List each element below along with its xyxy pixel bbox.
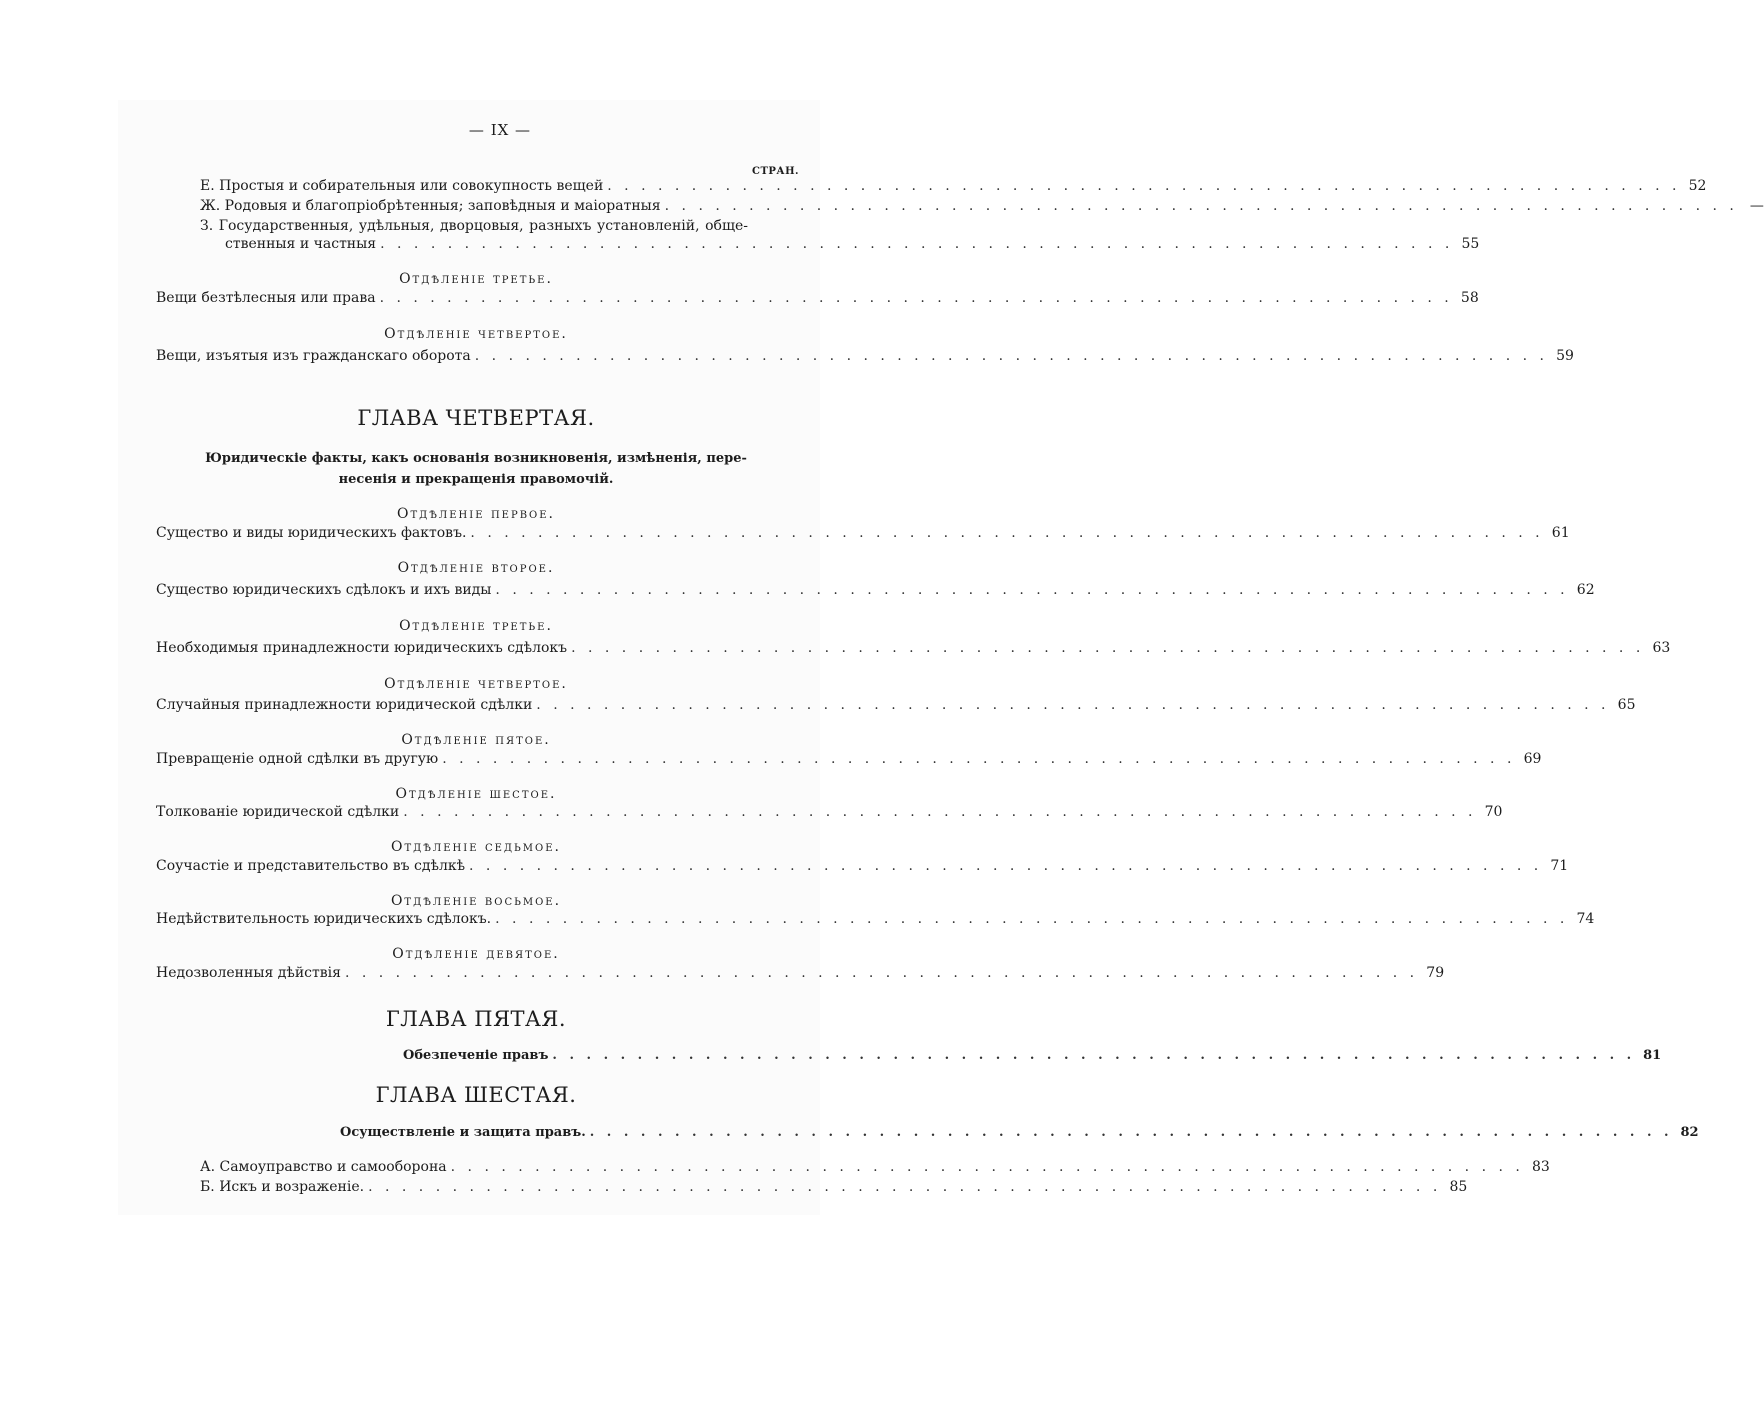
toc-entry-label: ственныя и частныя [225, 236, 377, 252]
toc-entry [200, 1177, 1468, 1197]
toc-entry [403, 1046, 1662, 1066]
section-heading: Отдѣленіе четвертое. [384, 676, 568, 692]
toc-entry-page: 85 [1449, 1179, 1468, 1195]
dot-leader: . . . . . . . . . . . . . . . . . . . . . . . . . . . . . . . . . . . . . . . . . . . . . . . . . . . . . . . . . . . . . . . . [474, 348, 1548, 364]
section-heading: Отдѣленіе четвертое. [384, 326, 568, 342]
toc-entry-label: Ж. Родовыя и благопріобрѣтенныя; заповѣдныя и маіоратныя [200, 198, 661, 214]
section-heading: Отдѣленіе пятое. [401, 732, 551, 748]
toc-entry-label: Существо юридическихъ сдѣлокъ и ихъ виды [156, 582, 492, 598]
toc-entry-page: 79 [1426, 965, 1445, 981]
dot-leader: . . . . . . . . . . . . . . . . . . . . . . . . . . . . . . . . . . . . . . . . . . . . . . . . . . . . . . . . . . . . . . . . [607, 178, 1681, 194]
chapter-title: ГЛАВА ШЕСТАЯ. [375, 1083, 577, 1107]
toc-entry-label: Толкованіе юридической сдѣлки [156, 804, 400, 820]
toc-entry-label: Соучастіе и представительство въ сдѣлкѣ [156, 858, 466, 874]
dot-leader: . . . . . . . . . . . . . . . . . . . . . . . . . . . . . . . . . . . . . . . . . . . . . . . . . . . . . . . . . . . . . . . . [380, 236, 1454, 252]
dot-leader: . . . . . . . . . . . . . . . . . . . . . . . . . . . . . . . . . . . . . . . . . . . . . . . . . . . . . . . . . . . . . . . . [403, 804, 1477, 820]
toc-entry [340, 1123, 1699, 1143]
dot-leader: . . . . . . . . . . . . . . . . . . . . . . . . . . . . . . . . . . . . . . . . . . . . . . . . . . . . . . . . . . . . . . . . [495, 582, 1569, 598]
chapter-subtitle: Юридическіе факты, какъ основанія возникновенія, измѣненія, пере- [205, 451, 747, 466]
toc-entry [200, 196, 1764, 216]
dot-leader: . . . . . . . . . . . . . . . . . . . . . . . . . . . . . . . . . . . . . . . . . . . . . . . . . . . . . . . . . . . . . . . . [344, 965, 1419, 981]
toc-entry-label: Вещи безтѣлесныя или права [156, 290, 376, 306]
toc-entry-label: Превращеніе одной сдѣлки въ другую [156, 751, 439, 767]
toc-entry-page: 70 [1484, 804, 1503, 820]
toc-entry [156, 856, 1569, 876]
toc-entry-label: Недѣйствительность юридическихъ сдѣлокъ. [156, 911, 492, 927]
section-heading: Отдѣленіе шестое. [395, 786, 557, 802]
section-heading: Отдѣленіе первое. [396, 506, 555, 522]
chapter-title: ГЛАВА ПЯТАЯ. [385, 1007, 567, 1031]
page-column-header: СТРАН. [752, 166, 799, 177]
toc-entry [156, 288, 1479, 308]
dot-leader: . . . . . . . . . . . . . . . . . . . . . . . . . . . . . . . . . . . . . . . . . . . . . . . . . . . . . . . . . . . . . . . . [571, 640, 1645, 656]
dot-leader: . . . . . . . . . . . . . . . . . . . . . . . . . . . . . . . . . . . . . . . . . . . . . . . . . . . . . . . . . . . . . . . . [469, 858, 1543, 874]
dot-leader: . . . . . . . . . . . . . . . . . . . . . . . . . . . . . . . . . . . . . . . . . . . . . . . . . . . . . . . . . . . . . . . . [664, 198, 1738, 214]
section-heading: Отдѣленіе девятое. [392, 946, 560, 962]
dot-leader: . . . . . . . . . . . . . . . . . . . . . . . . . . . . . . . . . . . . . . . . . . . . . . . . . . . . . . . . . . . . . . . . [470, 525, 1544, 541]
toc-entry-page: 83 [1532, 1159, 1550, 1175]
toc-entry-page: 61 [1551, 525, 1570, 541]
toc-entry-page: 74 [1576, 911, 1595, 927]
toc-entry-page: — [1749, 198, 1764, 214]
toc-entry-label: Необходимыя принадлежности юридическихъ сдѣлокъ [156, 640, 568, 656]
toc-entry [156, 963, 1445, 983]
toc-entry-page: 81 [1643, 1048, 1662, 1063]
dot-leader: . . . . . . . . . . . . . . . . . . . . . . . . . . . . . . . . . . . . . . . . . . . . . . . . . . . . . . . . . . . . . . . . [552, 1048, 1636, 1063]
toc-entry-label: Недозволенныя дѣйствія [156, 965, 341, 981]
toc-entry [156, 695, 1636, 715]
toc-entry-page: 82 [1680, 1125, 1699, 1140]
toc-entry-page: 59 [1556, 348, 1574, 364]
toc-entry [156, 638, 1671, 658]
toc-entry-label: Случайныя принадлежности юридической сдѣлки [156, 697, 533, 713]
toc-entry-label: Вещи, изъятыя изъ гражданскаго оборота [156, 348, 471, 364]
toc-entry-page: 52 [1688, 178, 1707, 194]
toc-entry-label: З. Государственныя, удѣльныя, дворцовыя, разныхъ установленій, обще- [200, 218, 748, 234]
toc-entry-label: А. Самоуправство и самооборона [200, 1159, 447, 1175]
dot-leader: . . . . . . . . . . . . . . . . . . . . . . . . . . . . . . . . . . . . . . . . . . . . . . . . . . . . . . . . . . . . . . . . [379, 290, 1453, 306]
toc-entry-label: Е. Простыя и собирательныя или совокупность вещей [200, 178, 604, 194]
toc-entry-page: 58 [1460, 290, 1479, 306]
dot-leader: . . . . . . . . . . . . . . . . . . . . . . . . . . . . . . . . . . . . . . . . . . . . . . . . . . . . . . . . . . . . . . . . [536, 697, 1610, 713]
toc-entry-page: 69 [1523, 751, 1542, 767]
toc-entry-label: Б. Искъ и возраженіе. [200, 1179, 365, 1195]
toc-entry-page: 62 [1576, 582, 1595, 598]
toc-entry [156, 346, 1574, 366]
toc-entry [156, 580, 1595, 600]
chapter-title: ГЛАВА ЧЕТВЕРТАЯ. [357, 406, 595, 430]
dot-leader: . . . . . . . . . . . . . . . . . . . . . . . . . . . . . . . . . . . . . . . . . . . . . . . . . . . . . . . . . . . . . . . . [442, 751, 1516, 767]
dot-leader: . . . . . . . . . . . . . . . . . . . . . . . . . . . . . . . . . . . . . . . . . . . . . . . . . . . . . . . . . . . . . . . . [495, 911, 1569, 927]
toc-entry-label: Обезпеченіе правъ [403, 1048, 549, 1063]
section-heading: Отдѣленіе третье. [399, 618, 553, 634]
chapter-subtitle: несенія и прекращенія правомочій. [338, 472, 614, 487]
toc-entry [156, 909, 1595, 929]
section-heading: Отдѣленіе второе. [397, 560, 555, 576]
dot-leader: . . . . . . . . . . . . . . . . . . . . . . . . . . . . . . . . . . . . . . . . . . . . . . . . . . . . . . . . . . . . . . . . [450, 1159, 1524, 1175]
toc-entry [200, 1157, 1550, 1177]
dot-leader: . . . . . . . . . . . . . . . . . . . . . . . . . . . . . . . . . . . . . . . . . . . . . . . . . . . . . . . . . . . . . . . . [368, 1179, 1442, 1195]
section-heading: Отдѣленіе седьмое. [391, 839, 561, 855]
toc-entry-page: 71 [1550, 858, 1569, 874]
toc-entry [156, 802, 1503, 822]
toc-entry-label: Существо и виды юридическихъ фактовъ. [156, 525, 467, 541]
toc-entry [156, 749, 1542, 769]
toc-entry-page: 63 [1652, 640, 1671, 656]
toc-entry-page: 65 [1617, 697, 1636, 713]
section-heading: Отдѣленіе третье. [399, 271, 553, 287]
section-heading: Отдѣленіе восьмое. [390, 893, 562, 909]
toc-entry [200, 176, 1707, 196]
toc-entry [156, 523, 1570, 543]
toc-entry-label: Осуществленіе и защита правъ. [340, 1125, 586, 1140]
toc-entry [225, 234, 1480, 254]
page-number: — IX — [468, 121, 532, 139]
toc-entry-page: 55 [1461, 236, 1480, 252]
dot-leader: . . . . . . . . . . . . . . . . . . . . . . . . . . . . . . . . . . . . . . . . . . . . . . . . . . . . . . . . . . . . . . . . [589, 1125, 1673, 1140]
